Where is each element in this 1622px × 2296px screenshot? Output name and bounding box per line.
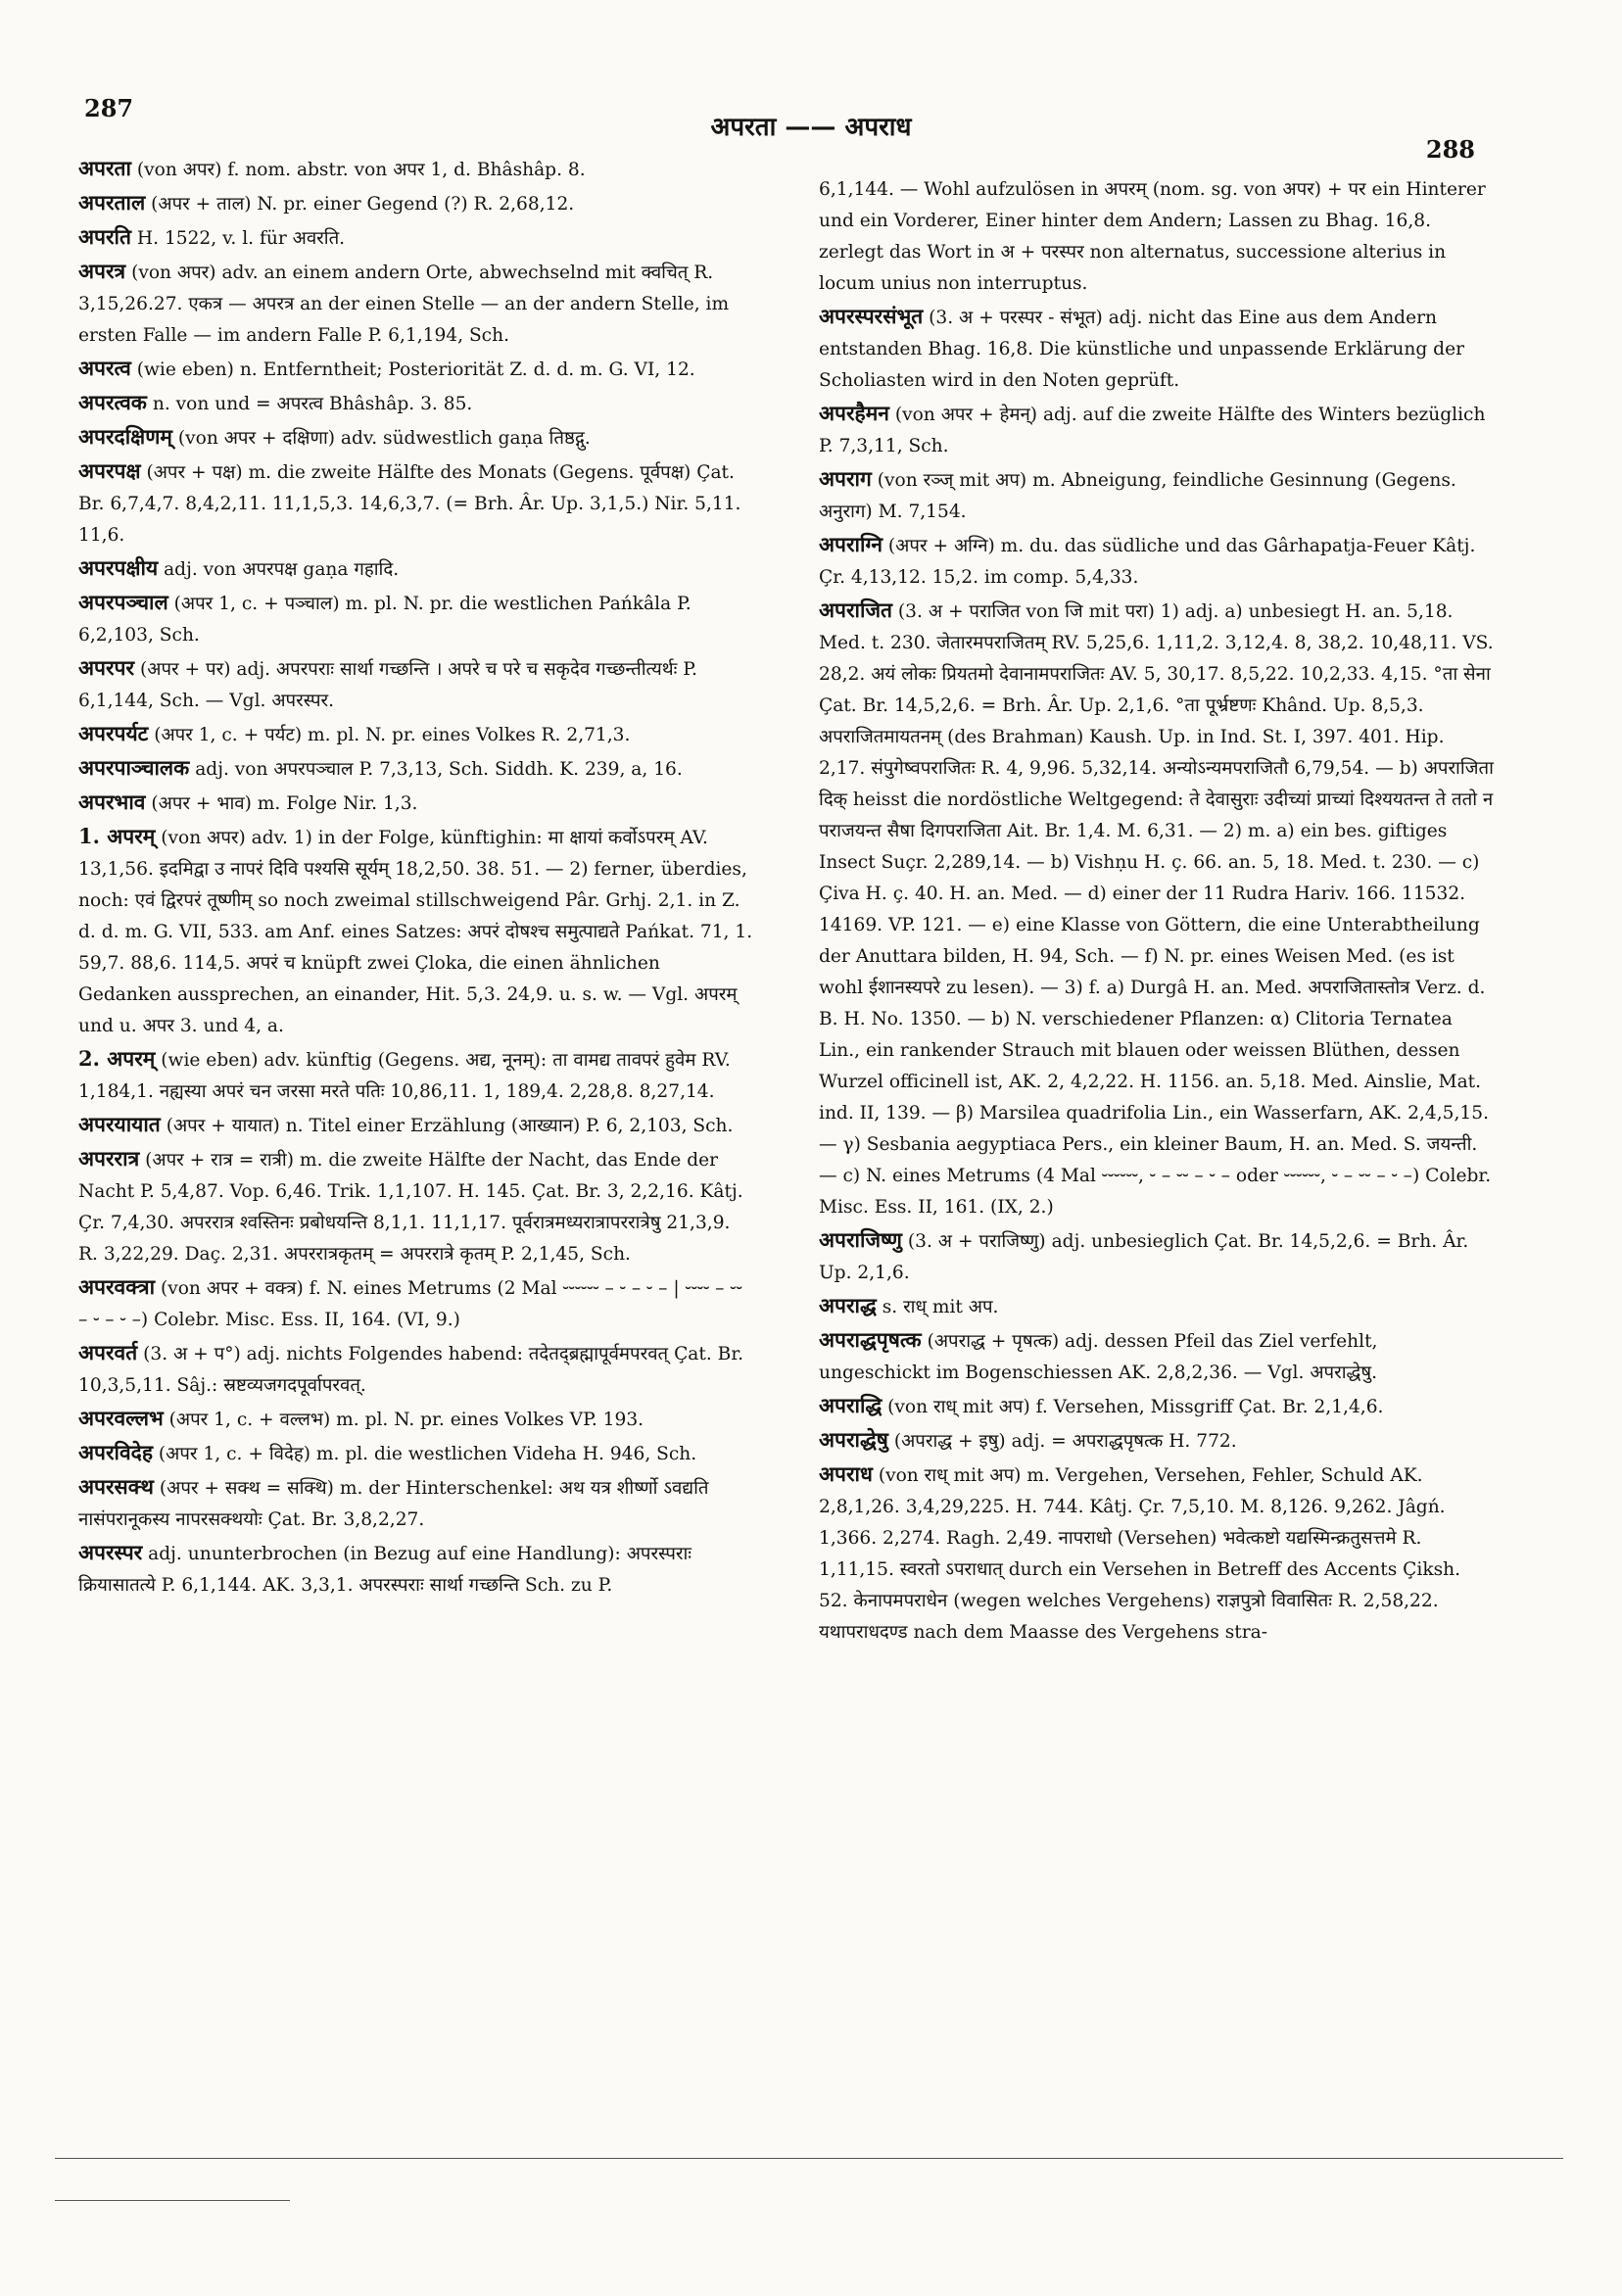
dictionary-entry xyxy=(78,718,754,751)
entry-headword: अपररात्र xyxy=(78,1146,140,1171)
dictionary-entry xyxy=(78,821,754,1042)
entry-headword: अपराजिष्णु xyxy=(819,1227,902,1252)
entry-text: s. राध् mit अप. xyxy=(882,1297,999,1317)
entry-headword: अपरहैमन xyxy=(819,401,889,425)
entry-text: (wie eben) n. Entferntheit; Posteriorität Z. d. d. m. G. VI, 12. xyxy=(136,359,695,380)
dictionary-entry xyxy=(78,387,754,420)
dictionary-entry xyxy=(78,652,754,717)
dictionary-entry xyxy=(819,595,1495,1223)
entry-headword: अपरस्पर xyxy=(78,1540,143,1564)
entry-headword: अपरपाञ्चालक xyxy=(78,755,190,780)
entry-text: (अपर + पर) adj. अपरपराः सार्था गच्छन्ति । अपरे च परे च सकृदेव गच्छन्तीत्यर्थः P. 6,1,144, Sch. — Vgl. अपरस्पर. xyxy=(78,659,697,711)
entry-text: (अपर + सक्थ = सक्थि) m. der Hinterschenkel: अथ यत्र शीर्ष्णो ऽवद्यति नासंपरानूकस्य नापरसक्थयोः Çat. Br. 3,8,2,27. xyxy=(78,1478,709,1530)
entry-text: (von अपर) f. nom. abstr. von अपर 1, d. Bhâshâp. 8. xyxy=(136,160,586,180)
dictionary-entry xyxy=(819,174,1495,300)
dictionary-entry xyxy=(819,1324,1495,1389)
entry-text: (von राध् mit अप) m. Vergehen, Versehen, Fehler, Schuld AK. 2,8,1,26. 3,4,29,225. H. 744. Kâtj. Çr. 7,5,10. M. 8,126. 9,262. Jâgń. 1,366. 2,274. Ragh. 2,49. नापराधो (Versehen) भवेत्कष्टो यद्यस्मिन्क्रतुसत्तमे R. 1,11,15. स्वरतो ऽपराधात् durch ein Versehen in Betreff des Accents Çiksh. 52. केनापमपराधेन (wegen welches Vergehens) राज्ञपुत्रो विवासितः R. 2,58,22. यथापराधदण्ड nach dem Maasse des Vergehens stra- xyxy=(819,1465,1461,1643)
entry-headword: अपराद्ध xyxy=(819,1293,877,1317)
entry-headword: अपरता xyxy=(78,156,131,180)
dictionary-entry xyxy=(819,529,1495,594)
bottom-rule xyxy=(55,2158,1563,2159)
entry-headword: अपरयायात xyxy=(78,1112,161,1136)
dictionary-entry xyxy=(78,1109,754,1142)
dictionary-entry xyxy=(819,1290,1495,1323)
entry-text: (3. अ + पराजिष्णु) adj. unbesieglich Çat. Br. 14,5,2,6. = Brh. Âr. Up. 2,1,6. xyxy=(819,1231,1469,1283)
dictionary-entry xyxy=(78,552,754,586)
entry-headword: अपरवक्त्रा xyxy=(78,1274,156,1299)
entry-headword: अपरत्वक xyxy=(78,390,147,414)
dictionary-entry xyxy=(78,187,754,220)
entry-headword: अपरदक्षिणम् xyxy=(78,424,172,449)
entry-text: adj. von अपरपक्ष gaṇa गहादि. xyxy=(164,559,400,580)
dictionary-entry xyxy=(78,587,754,651)
entry-text: (von अपर + वक्त्र) f. N. eines Metrums (2 Mal ⏑⏑⏑⏑⏑⏑ – ⏑ – ⏑ – | ⏑⏑⏑⏑ – ⏑⏑ – ⏑ – ⏑ –) Colebr. Misc. Ess. II, 164. (VI, 9.) xyxy=(78,1278,742,1330)
dictionary-entry xyxy=(78,353,754,386)
entry-headword: अपराजित xyxy=(819,598,892,622)
entry-headword: अपरवर्त xyxy=(78,1340,138,1364)
entry-text: (von अपर + दक्षिणा) adv. südwestlich gaṇa तिष्ठद्गु. xyxy=(177,428,591,449)
dictionary-entry xyxy=(78,1143,754,1270)
entry-headword: अपरस्परसंभूत xyxy=(819,304,924,328)
entry-text: (wie eben) adv. künftig (Gegens. अद्य, नूनम्): ता वामद्य तावपरं हुवेम RV. 1,184,1. नह्यस्या अपरं चन जरसा मरते पतिः 10,86,11. 1, 189,4. 2,28,8. 8,27,14. xyxy=(78,1050,731,1102)
entry-headword: अपराद्धि xyxy=(819,1393,883,1417)
entry-headword: अपरत्र xyxy=(78,259,126,283)
entry-text: H. 1522, v. l. für अवरति. xyxy=(136,228,346,249)
entry-text: (अपर + अग्नि) m. du. das südliche und das Gârhapatja-Feuer Kâtj. Çr. 4,13,12. 15,2. im comp. 5,4,33. xyxy=(819,536,1476,588)
dictionary-entry xyxy=(78,221,754,255)
entry-headword: अपराग xyxy=(819,466,872,491)
dictionary-entry xyxy=(78,752,754,786)
entry-text: adj. ununterbrochen (in Bezug auf eine Handlung): अपरस्पराः क्रियासातत्ये P. 6,1,144. AK. 3,3,1. अपरस्पराः सार्था गच्छन्ति Sch. zu P. xyxy=(78,1544,692,1596)
dictionary-entry xyxy=(819,301,1495,397)
dictionary-entry xyxy=(819,1390,1495,1423)
dictionary-entry xyxy=(78,421,754,454)
dictionary-entry xyxy=(819,398,1495,462)
entry-text: n. von und = अपरत्व Bhâshâp. 3. 85. xyxy=(152,394,473,414)
entry-text: (अपराद्ध + पृषत्क) adj. dessen Pfeil das Ziel verfehlt, ungeschickt im Bogenschiessen AK. 2,8,2,36. — Vgl. अपराद्धेषु. xyxy=(819,1331,1378,1383)
dictionary-entry xyxy=(78,1471,754,1536)
entry-headword: अपरपर्यट xyxy=(78,721,149,745)
page-number-left: 287 xyxy=(84,94,134,122)
entry-headword: अपराद्धेषु xyxy=(819,1427,888,1452)
dictionary-entry xyxy=(78,1537,754,1602)
entry-headword: अपरसक्थ xyxy=(78,1474,154,1499)
page-number-right: 288 xyxy=(1425,135,1475,164)
entry-headword: अपरपञ्चाल xyxy=(78,590,168,614)
dictionary-entry xyxy=(78,1403,754,1436)
entry-text: (von राध् mit अप) f. Versehen, Missgriff Çat. Br. 2,1,4,6. xyxy=(887,1397,1384,1417)
entry-headword: अपरभाव xyxy=(78,789,146,814)
entry-text: (3. अ + परस्पर - संभूत) adj. nicht das Eine aus dem Andern entstanden Bhag. 16,8. Die künstliche und unpassende Erklärung der Scholiasten wird in den Noten geprüft. xyxy=(819,308,1464,391)
entry-headword: अपरति xyxy=(78,224,131,249)
entry-text: (अपर 1, c. + विदेह) m. pl. die westlichen Videha H. 946, Sch. xyxy=(158,1444,697,1464)
dictionary-entry xyxy=(78,153,754,186)
entry-headword: अपरवल्लभ xyxy=(78,1406,164,1430)
entry-headword: 2. अपरम् xyxy=(78,1046,156,1071)
entry-text: (3. अ + पराजित von जि mit परा) 1) adj. a) unbesiegt H. an. 5,18. Med. t. 230. जेतारमपराजितम् RV. 5,25,6. 1,11,2. 3,12,4. 8, 38,2. 10,48,11. VS. 28,2. अयं लोकः प्रियतमो देवानामपराजितः AV. 5, 30,17. 8,5,22. 10,2,33. 4,15. °ता सेना Çat. Br. 14,5,2,6. = Brh. Âr. Up. 2,1,6. °ता पूर्भ्रष्टणः Khând. Up. 8,5,3. अपराजितमायतनम् (des Brahman) Kaush. Up. in Ind. St. I, 397. 401. Hip. 2,17. संपुगेष्वपराजितः R. 4, 9,96. 5,32,14. अन्योऽन्यमपराजितौ 6,79,54. — b) अपराजिता दिक् heisst die nordöstliche Weltgegend: ते देवासुराः उदीच्यां प्राच्यां दिश्ययतन्त ते ततो न पराजयन्त सैषा दिगपराजिता Ait. Br. 1,4. M. 6,31. — 2) m. a) ein bes. giftiges Insect Suçr. 2,289,14. — b) Vishṇu H. ç. 66. an. 5, 18. Med. t. 230. — c) Çiva H. ç. 40. H. an. Med. — d) einer der 11 Rudra Hariv. 166. 11532. 14169. VP. 121. — e) eine Klasse von Göttern, die eine Unterabtheilung der Anuttara bilden, H. 94, Sch. — f) N. pr. eines Weisen Med. (es ist wohl ईशानस्यपरे zu lesen). — 3) f. a) Durgâ H. an. Med. अपराजितास्तोत्र Verz. d. B. H. No. 1350. — b) N. verschiedener Pflanzen: α) Clitoria Ternatea Lin., ein rankender Strauch mit blauen oder weissen Blüthen, dessen Wurzel officinell ist, AK. 2, 4,2,22. H. 1156. an. 5,18. Med. Ainslie, Mat. ind. II, 139. — β) Marsilea quadrifolia Lin., ein Wasserfarn, AK. 2,4,5,15. — γ) Sesbania aegyptiaca Pers., ein kleiner Baum, H. an. Med. S. जयन्ती. — c) N. eines Metrums (4 Mal ⏑⏑⏑⏑⏑⏑, ⏑ – ⏑⏑ – ⏑ – oder ⏑⏑⏑⏑⏑⏑, ⏑ – ⏑⏑ – ⏑ –) Colebr. Misc. Ess. II, 161. (IX, 2.) xyxy=(819,601,1494,1218)
entry-text: (von अपर) adv. 1) in der Folge, künftighin: मा क्षायां कर्वोऽपरम् AV. 13,1,56. इदमिद्वा उ नापरं दिवि पश्यसि सूर्यम् 18,2,50. 38. 51. — 2) ferner, überdies, noch: एवं द्विरपरं तूष्णीम् so noch zweimal stillschweigend Pâr. Grhj. 2,1. in Z. d. d. m. G. VII, 533. am Anf. eines Satzes: अपरं दोषश्च समुत्पाद्यते Pańkat. 71, 1. 59,7. 88,6. 114,5. अपरं च knüpft zwei Çloka, die einen ähnlichen Gedanken aussprechen, an einander, Hit. 5,3. 24,9. u. s. w. — Vgl. अपरम् und u. अपर 3. und 4, a. xyxy=(78,828,753,1036)
dictionary-entry xyxy=(819,463,1495,528)
running-title: अपरता —— अपराध xyxy=(710,113,912,142)
dictionary-entry xyxy=(78,455,754,551)
dictionary-entry xyxy=(78,1337,754,1402)
entry-text: (अपर 1, c. + वल्लभ) m. pl. N. pr. eines Volkes VP. 193. xyxy=(168,1410,644,1430)
dictionary-entry xyxy=(78,256,754,352)
dictionary-entry xyxy=(819,1424,1495,1458)
entry-text: 6,1,144. — Wohl aufzulösen in अपरम् (nom. sg. von अपर) + पर ein Hinterer und ein Vorderer, Einer hinter dem Andern; Lassen zu Bhag. 16,8. zerlegt das Wort in अ + परस्पर non alternatus, successione alterius in locum unius non interruptus. xyxy=(819,179,1486,294)
entry-headword: अपराध xyxy=(819,1461,873,1486)
entry-text: (अपराद्ध + इषु) adj. = अपराद्धपृषत्क H. 772. xyxy=(893,1431,1237,1452)
dictionary-entry xyxy=(819,1224,1495,1289)
dictionary-entry xyxy=(819,1459,1495,1649)
right-column xyxy=(819,174,1495,1650)
entry-text: (von रञ्ज् mit अप) m. Abneigung, feindliche Gesinnung (Gegens. अनुराग) M. 7,154. xyxy=(819,470,1456,522)
dictionary-entry xyxy=(78,1271,754,1336)
entry-headword: अपरपर xyxy=(78,655,135,680)
entry-headword: 1. अपरम् xyxy=(78,824,156,848)
entry-text: (अपर 1, c. + पर्यट) m. pl. N. pr. eines Volkes R. 2,71,3. xyxy=(154,725,631,745)
entry-headword: अपराद्धपृषत्क xyxy=(819,1327,922,1352)
entry-headword: अपरत्व xyxy=(78,356,131,380)
entry-text: (3. अ + प°) adj. nichts Folgendes habend: तदेतद्ब्रह्मापूर्वमपरवत् Çat. Br. 10,3,5,11. Sâj.: स्रष्टव्यजगदपूर्वापरवत्. xyxy=(78,1344,744,1396)
entry-text: adj. von अपरपञ्चाल P. 7,3,13, Sch. Siddh. K. 239, a, 16. xyxy=(195,759,683,780)
entry-headword: अपरपक्षीय xyxy=(78,555,159,580)
entry-text: (अपर + रात्र = रात्री) m. die zweite Hälfte der Nacht, das Ende der Nacht P. 5,4,87. Vop. 6,46. Trik. 1,1,107. H. 145. Çat. Br. 3, 2,2,16. Kâtj. Çr. 7,4,30. अपररात्र श्वस्तिनः प्रबोधयन्ति 8,1,1. 11,1,17. पूर्वरात्रमध्यरात्रापररात्रेषु 21,3,9. R. 3,22,29. Daç. 2,31. अपररात्रकृतम् = अपररात्रे कृतम् P. 2,1,45, Sch. xyxy=(78,1150,743,1265)
entry-text: (अपर + यायात) n. Titel einer Erzählung (आख्यान) P. 6, 2,103, Sch. xyxy=(166,1116,734,1136)
entry-text: (अपर + ताल) N. pr. einer Gegend (?) R. 2,68,12. xyxy=(151,194,575,215)
entry-text: (von अपर) adv. an einem andern Orte, abwechselnd mit क्वचित् R. 3,15,26.27. एकत्र — अपरत्र an der einen Stelle — an der andern Stelle, im ersten Falle — im andern Falle P. 6,1,194, Sch. xyxy=(78,263,730,346)
dictionary-entry xyxy=(78,1437,754,1470)
left-column xyxy=(78,153,754,1602)
entry-headword: अपरपक्ष xyxy=(78,458,141,483)
entry-headword: अपरविदेह xyxy=(78,1440,153,1464)
entry-headword: अपराग्नि xyxy=(819,532,883,556)
entry-text: (अपर 1, c. + पञ्चाल) m. pl. N. pr. die westlichen Pańkâla P. 6,2,103, Sch. xyxy=(78,594,692,646)
dictionary-entry xyxy=(78,1043,754,1108)
entry-text: (von अपर + हेमन्) adj. auf die zweite Hälfte des Winters bezüglich P. 7,3,11, Sch. xyxy=(819,405,1486,456)
entry-headword: अपरताल xyxy=(78,190,146,215)
entry-text: (अपर + भाव) m. Folge Nir. 1,3. xyxy=(151,793,418,814)
bottom-short-rule xyxy=(55,2200,290,2201)
dictionary-entry xyxy=(78,787,754,820)
entry-text: (अपर + पक्ष) m. die zweite Hälfte des Monats (Gegens. पूर्वपक्ष) Çat. Br. 6,7,4,7. 8,4,2,11. 11,1,5,3. 14,6,3,7. (= Brh. Âr. Up. 3,1,5.) Nir. 5,11. 11,6. xyxy=(78,462,741,546)
